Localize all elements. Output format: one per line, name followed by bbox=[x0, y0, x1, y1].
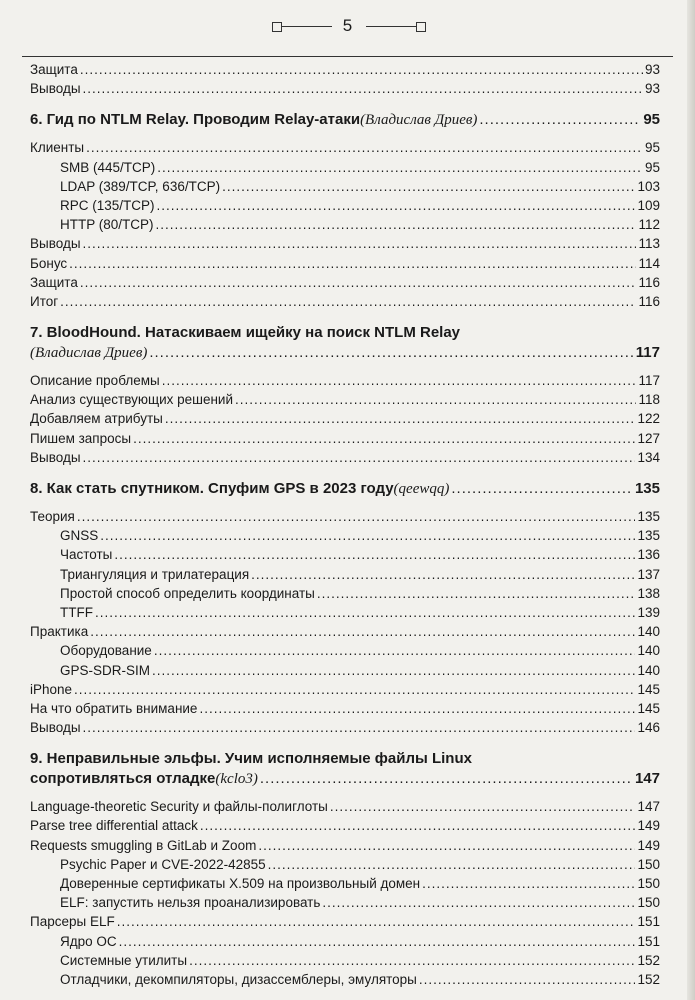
toc-subentry[interactable] bbox=[30, 874, 660, 893]
toc-subentry[interactable] bbox=[30, 603, 660, 622]
toc-entry-label: HTTP (80/TCP) bbox=[60, 217, 154, 233]
chapter-page: 117 bbox=[635, 344, 660, 362]
toc-subentry[interactable] bbox=[30, 158, 660, 177]
toc-subentry[interactable] bbox=[30, 565, 660, 584]
toc-entry-label: Выводы bbox=[30, 236, 81, 252]
dot-leader bbox=[90, 622, 635, 641]
dot-leader bbox=[165, 409, 636, 428]
toc-entry-label: LDAP (389/TCP, 636/TCP) bbox=[60, 178, 221, 194]
header-ornament-right bbox=[356, 22, 426, 32]
toc-entry[interactable] bbox=[30, 234, 660, 253]
chapter-title-line bbox=[30, 323, 660, 343]
toc-entry[interactable] bbox=[30, 680, 660, 699]
toc-entry[interactable] bbox=[30, 254, 660, 273]
toc-subentry[interactable] bbox=[30, 526, 660, 545]
toc-entry-label: Доверенные сертификаты X.509 на произвольный домен bbox=[60, 876, 421, 891]
toc-entry-label: Выводы bbox=[30, 81, 81, 97]
dot-leader bbox=[222, 177, 635, 196]
toc-entry[interactable] bbox=[30, 622, 660, 641]
toc-subentry[interactable] bbox=[30, 215, 660, 234]
toc-entry-page: 113 bbox=[638, 236, 660, 252]
toc-subentry[interactable] bbox=[30, 970, 660, 989]
dot-leader bbox=[74, 680, 635, 699]
toc-entry-page: 112 bbox=[638, 217, 660, 233]
toc-entry-page: 150 bbox=[637, 856, 660, 872]
toc-entry-page: 135 bbox=[637, 509, 660, 524]
toc-entry-label: Защита bbox=[30, 62, 78, 77]
toc-entry-page: 140 bbox=[637, 624, 660, 640]
toc-entry-label: GNSS bbox=[60, 528, 99, 544]
toc-subentry[interactable] bbox=[30, 584, 660, 603]
dot-leader bbox=[152, 661, 635, 680]
toc-subentry[interactable] bbox=[30, 855, 660, 874]
chapter-list bbox=[30, 98, 660, 989]
dot-leader bbox=[100, 526, 635, 545]
toc-entry-page: 149 bbox=[637, 837, 660, 853]
toc-entry-page: 93 bbox=[644, 62, 660, 77]
chapter-author: (kclo3) bbox=[215, 771, 258, 788]
toc-entry-label: iPhone bbox=[30, 681, 73, 697]
toc-entry-page: 139 bbox=[637, 604, 660, 620]
dot-leader bbox=[235, 390, 636, 409]
dot-leader bbox=[83, 79, 643, 98]
dot-leader bbox=[251, 565, 635, 584]
toc-entry-page: 145 bbox=[637, 681, 660, 697]
dot-leader bbox=[156, 215, 637, 234]
toc-entry-label: Выводы bbox=[30, 720, 81, 736]
dot-leader bbox=[83, 718, 636, 737]
toc-entry[interactable] bbox=[30, 273, 660, 292]
chapter-heading[interactable] bbox=[30, 479, 660, 499]
chapter-title-line bbox=[30, 769, 660, 789]
page-edge-shadow bbox=[687, 0, 695, 1000]
chapter-title-line bbox=[30, 479, 660, 499]
toc-entry[interactable] bbox=[30, 371, 660, 390]
chapter-title-line: 9. Неправильные эльфы. Учим исполняемые файлы Linux bbox=[30, 750, 472, 768]
toc-entry-page: 117 bbox=[638, 373, 660, 389]
chapter-heading[interactable] bbox=[30, 110, 660, 130]
toc-entry-label: Ядро ОС bbox=[60, 933, 117, 949]
toc-entry-page: 149 bbox=[637, 818, 660, 834]
toc-entry[interactable] bbox=[30, 60, 660, 79]
toc-entry-page: 151 bbox=[637, 914, 660, 930]
toc-entry[interactable] bbox=[30, 718, 660, 737]
dot-leader bbox=[83, 448, 636, 467]
dot-leader bbox=[80, 60, 643, 79]
chapter-heading[interactable] bbox=[30, 323, 660, 363]
chapter-title: сопротивляться отладке bbox=[30, 770, 216, 788]
toc-entry-label: Psychic Paper и CVE-2022-42855 bbox=[60, 856, 266, 872]
dot-leader bbox=[479, 110, 641, 130]
chapter-page: 147 bbox=[634, 770, 660, 788]
toc-entry-label: Отладчики, декомпиляторы, дизассемблеры, эмуляторы bbox=[60, 971, 417, 987]
toc-entry-label: Выводы bbox=[30, 449, 81, 465]
toc-entry-page: 152 bbox=[637, 971, 660, 987]
dot-leader bbox=[419, 970, 636, 989]
dot-leader bbox=[86, 138, 643, 157]
toc-entry-label: RPC (135/TCP) bbox=[60, 197, 155, 213]
toc-entry[interactable] bbox=[30, 448, 660, 467]
toc-entry[interactable] bbox=[30, 797, 660, 816]
page-header bbox=[0, 0, 695, 62]
toc-entry-label: Частоты bbox=[60, 547, 113, 563]
toc-entry-page: 93 bbox=[644, 81, 660, 97]
toc-entry-page: 137 bbox=[637, 566, 660, 582]
dot-leader bbox=[157, 196, 636, 215]
chapter-author: (Владислав Дриев) bbox=[360, 112, 478, 129]
toc-entry-label: Language-theoretic Security и файлы-полиглоты bbox=[30, 799, 328, 815]
dot-leader bbox=[268, 855, 636, 874]
toc-entry-page: 147 bbox=[637, 799, 660, 815]
dot-leader bbox=[80, 273, 637, 292]
toc-subentry[interactable] bbox=[30, 951, 660, 970]
toc-entry-page: 134 bbox=[637, 449, 660, 465]
toc-entry-page: 109 bbox=[637, 197, 660, 213]
toc-entry[interactable] bbox=[30, 699, 660, 718]
toc-entry[interactable] bbox=[30, 292, 660, 311]
toc-entry-page: 151 bbox=[637, 933, 660, 949]
toc-subentry[interactable] bbox=[30, 177, 660, 196]
toc-entry-label: Parse tree differential attack bbox=[30, 818, 198, 834]
dot-leader bbox=[114, 545, 635, 564]
dot-leader bbox=[83, 234, 637, 253]
toc-entry-label: Простой способ определить координаты bbox=[60, 585, 315, 601]
toc-entry[interactable] bbox=[30, 836, 660, 855]
toc-entry[interactable] bbox=[30, 816, 660, 835]
toc-entry-page: 150 bbox=[637, 876, 660, 891]
toc-entry-page: 140 bbox=[637, 643, 660, 659]
dot-leader bbox=[330, 797, 636, 816]
dot-leader bbox=[422, 874, 635, 893]
header-divider bbox=[22, 56, 673, 57]
toc-entry-page: 145 bbox=[637, 700, 660, 716]
chapter-title: 7. BloodHound. Натаскиваем ищейку на поиск NTLM Relay bbox=[30, 324, 461, 342]
toc-entry-label: ELF: запустить нельзя проанализировать bbox=[60, 895, 321, 911]
dot-leader bbox=[95, 603, 635, 622]
toc-entry-page: 136 bbox=[637, 547, 660, 563]
toc-entry[interactable] bbox=[30, 138, 660, 157]
dot-leader bbox=[69, 254, 636, 273]
toc-entry-label: Теория bbox=[30, 509, 75, 524]
toc-entry-label: Парсеры ELF bbox=[30, 914, 115, 930]
dot-leader bbox=[133, 429, 635, 448]
dot-leader bbox=[149, 343, 633, 363]
toc-entry[interactable] bbox=[30, 507, 660, 526]
toc-entry[interactable] bbox=[30, 912, 660, 931]
toc-entry-label: Клиенты bbox=[30, 140, 85, 156]
toc-subentry[interactable] bbox=[30, 893, 660, 912]
dot-leader bbox=[154, 641, 636, 660]
toc-subentry[interactable] bbox=[30, 545, 660, 564]
toc-subentry[interactable] bbox=[30, 661, 660, 680]
toc-entry-label: Добавляем атрибуты bbox=[30, 411, 163, 427]
toc-entry-page: 152 bbox=[637, 952, 660, 968]
toc-subentry[interactable] bbox=[30, 641, 660, 660]
toc-entry-label: GPS-SDR-SIM bbox=[60, 662, 151, 678]
toc-entry-page: 116 bbox=[638, 293, 660, 309]
chapter-title-line bbox=[30, 110, 660, 130]
toc-entry-label: Пишем запросы bbox=[30, 430, 132, 446]
dot-leader bbox=[322, 893, 635, 912]
toc-entry[interactable] bbox=[30, 79, 660, 98]
chapter-author: (qeewqq) bbox=[393, 481, 450, 497]
page-number: 5 bbox=[342, 16, 353, 35]
dot-leader bbox=[200, 816, 636, 835]
dot-leader bbox=[199, 699, 635, 718]
dot-leader bbox=[119, 932, 636, 951]
dot-leader bbox=[117, 912, 636, 931]
toc-entry[interactable] bbox=[30, 429, 660, 448]
toc-entry-page: 103 bbox=[637, 178, 660, 194]
chapter-page: 135 bbox=[634, 480, 660, 497]
dot-leader bbox=[317, 584, 636, 603]
toc-entry-label: Итог bbox=[30, 293, 59, 309]
dot-leader bbox=[258, 836, 635, 855]
dot-leader bbox=[60, 292, 636, 311]
dot-leader bbox=[162, 371, 637, 390]
toc-subentry[interactable] bbox=[30, 932, 660, 951]
toc-entry-page: 95 bbox=[644, 140, 660, 156]
toc-entry-label: Анализ существующих решений bbox=[30, 392, 234, 408]
toc-entry-page: 114 bbox=[638, 255, 660, 271]
toc-entry-page: 116 bbox=[638, 274, 660, 290]
toc-entry-label: Защита bbox=[30, 274, 78, 290]
toc-entry-label: SMB (445/TCP) bbox=[60, 159, 156, 175]
toc-entry-page: 95 bbox=[644, 159, 660, 175]
chapter-title-line bbox=[30, 343, 660, 363]
dot-leader bbox=[157, 158, 643, 177]
toc-entry-page: 122 bbox=[637, 411, 660, 427]
toc-entry-page: 140 bbox=[637, 662, 660, 678]
toc-entry-page: 127 bbox=[637, 430, 660, 446]
chapter-heading[interactable] bbox=[30, 749, 660, 789]
dot-leader bbox=[189, 951, 635, 970]
dot-leader bbox=[451, 479, 633, 499]
toc-subentry[interactable] bbox=[30, 196, 660, 215]
toc-entry-label: На что обратить внимание bbox=[30, 700, 198, 716]
toc-entry-label: TTFF bbox=[60, 604, 93, 620]
toc-entry[interactable] bbox=[30, 409, 660, 428]
toc-entry-label: Requests smuggling в GitLab и Zoom bbox=[30, 837, 257, 853]
toc-entry-page: 150 bbox=[637, 895, 660, 911]
toc-entry-page: 135 bbox=[637, 528, 660, 544]
dot-leader bbox=[77, 507, 636, 526]
table-of-contents bbox=[30, 60, 660, 989]
toc-entry-label: Описание проблемы bbox=[30, 373, 160, 389]
toc-entry-page: 146 bbox=[637, 720, 660, 736]
toc-entry-page: 118 bbox=[638, 392, 660, 408]
toc-entry-label: Оборудование bbox=[60, 643, 152, 659]
toc-entry-label: Бонус bbox=[30, 255, 68, 271]
chapter-author: (Владислав Дриев) bbox=[30, 345, 148, 362]
chapter-title: 8. Как стать спутником. Спуфим GPS в 2023 году bbox=[30, 480, 394, 497]
toc-entry-label: Практика bbox=[30, 624, 89, 640]
toc-entry-label: Системные утилиты bbox=[60, 952, 188, 968]
toc-entry-label: Триангуляция и трилатерация bbox=[60, 566, 250, 582]
chapter-page: 95 bbox=[643, 111, 660, 129]
chapter-title: 6. Гид по NTLM Relay. Проводим Relay-атаки bbox=[30, 111, 361, 129]
toc-entry-page: 138 bbox=[637, 585, 660, 601]
dot-leader bbox=[260, 769, 633, 789]
toc-entry[interactable] bbox=[30, 390, 660, 409]
